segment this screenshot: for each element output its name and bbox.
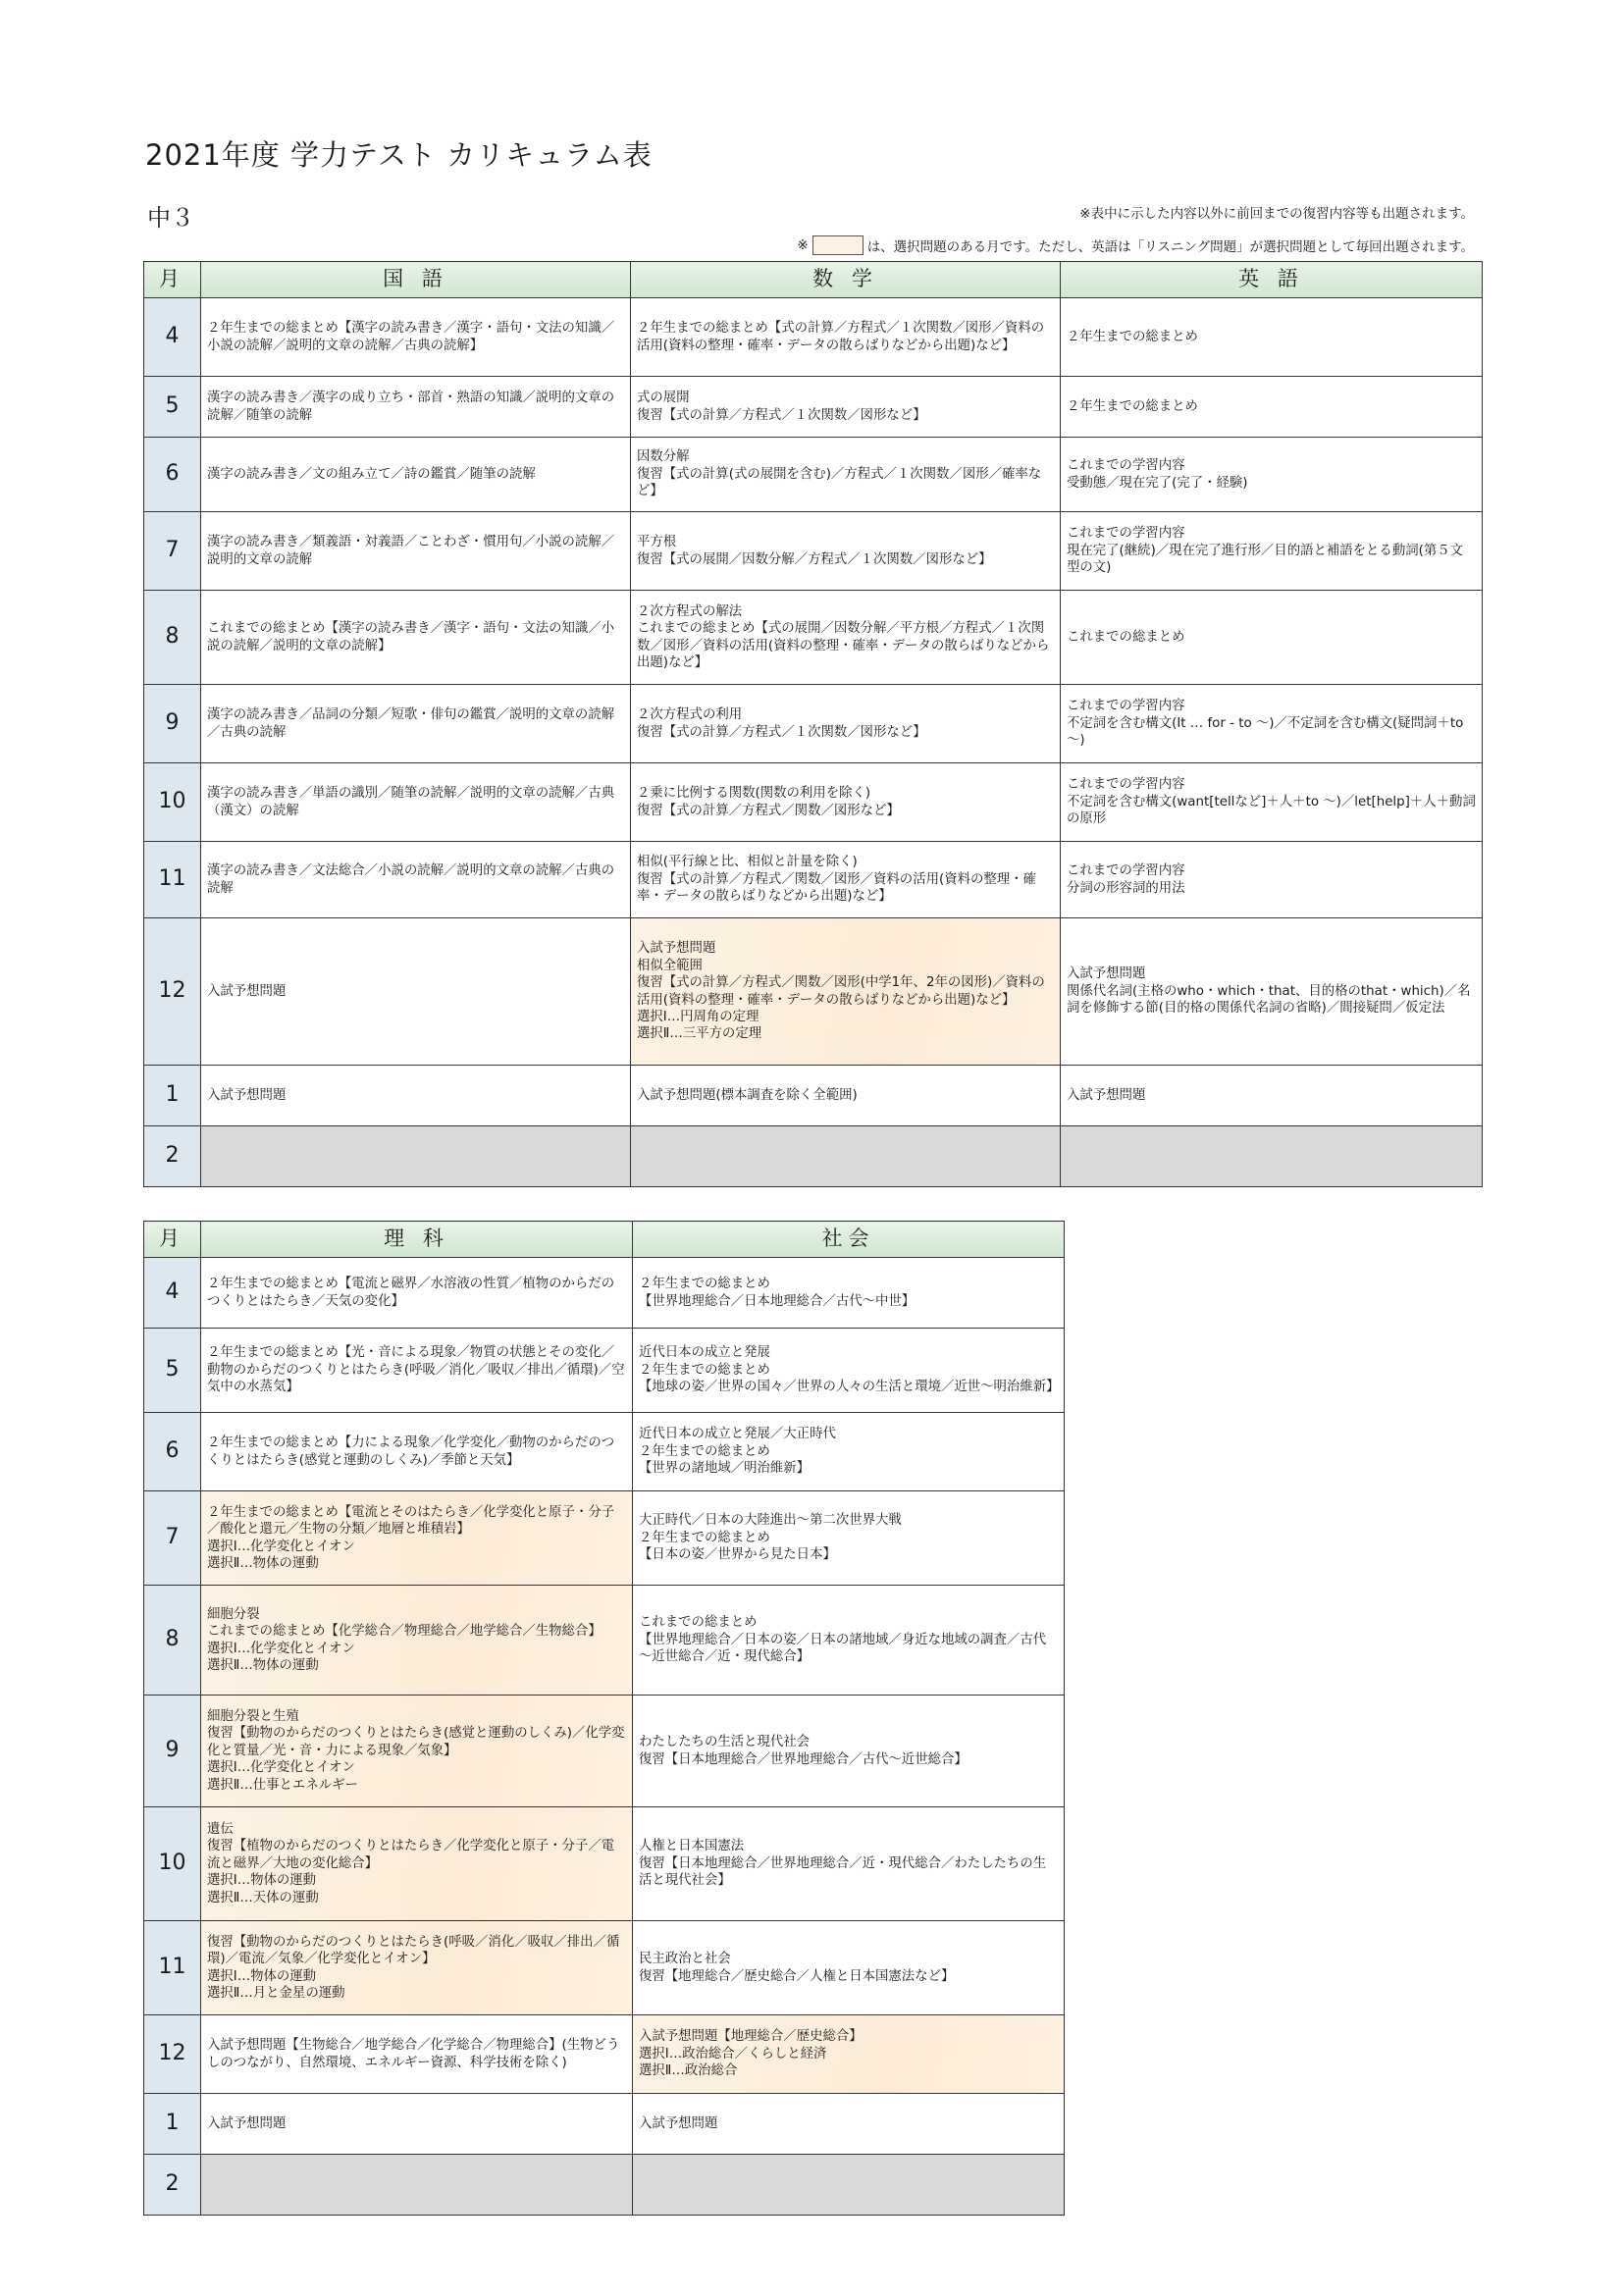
- month-cell: 12: [144, 918, 201, 1066]
- page-title: 2021年度 学力テスト カリキュラム表: [145, 138, 653, 172]
- table-row: [144, 2015, 1065, 2094]
- content-cell: これまでの学習内容 現在完了(継続)／現在完了進行形／目的語と補語をとる動詞(第５文型の文): [1061, 512, 1483, 591]
- table-row: [144, 298, 1483, 377]
- content-cell: 因数分解 復習【式の計算(式の展開を含む)／方程式／１次関数／図形／確率など】: [631, 438, 1061, 512]
- month-cell: 12: [144, 2015, 201, 2094]
- month-cell: 11: [144, 842, 201, 918]
- content-cell: ２年生までの総まとめ 【世界地理総合／日本地理総合／古代～中世】: [633, 1258, 1065, 1329]
- content-cell: これまでの学習内容 不定詞を含む構文(It … for - to ～)／不定詞を含む構文(疑問詞＋to ～): [1061, 685, 1483, 763]
- grade-label: 中３: [147, 204, 194, 232]
- month-cell: 10: [144, 763, 201, 842]
- month-cell: 2: [144, 1126, 201, 1187]
- content-cell: ２乗に比例する関数(関数の利用を除く) 復習【式の計算／方程式／関数／図形など】: [631, 763, 1061, 842]
- header-month: 月: [144, 262, 201, 298]
- month-cell: 9: [144, 685, 201, 763]
- month-cell: 8: [144, 591, 201, 685]
- content-cell: 細胞分裂 これまでの総まとめ【化学総合／物理総合／地学総合／生物総合】 選択Ⅰ…化学変化とイオン 選択Ⅱ…物体の運動: [201, 1586, 633, 1696]
- table-row: [144, 842, 1483, 918]
- content-cell: 漢字の読み書き／文の組み立て／詩の鑑賞／随筆の読解: [201, 438, 631, 512]
- month-cell: 5: [144, 377, 201, 438]
- content-cell: 漢字の読み書き／品詞の分類／短歌・俳句の鑑賞／説明的文章の読解／古典の読解: [201, 685, 631, 763]
- table-row: [144, 1258, 1065, 1329]
- content-cell: 入試予想問題 相似全範囲 復習【式の計算／方程式／関数／図形(中学1年、2年の図形)／資料の活用(資料の整理・確率・データの散らばりなどから出題)など】 選択Ⅰ…円周角の定理 選択Ⅱ…三平方の定理: [631, 918, 1061, 1066]
- table-row: [144, 1413, 1065, 1491]
- table-row: [144, 591, 1483, 685]
- month-cell: 6: [144, 1413, 201, 1491]
- table-row: [144, 512, 1483, 591]
- content-cell: 復習【動物のからだのつくりとはたらき(呼吸／消化／吸収／排出／循環)／電流／気象／化学変化とイオン】 選択Ⅰ…物体の運動 選択Ⅱ…月と金星の運動: [201, 1921, 633, 2015]
- content-cell: これまでの学習内容 分詞の形容詞的用法: [1061, 842, 1483, 918]
- month-cell: 11: [144, 1921, 201, 2015]
- header-math: 数 学: [631, 262, 1061, 298]
- curriculum-table-main: [143, 261, 1483, 1187]
- content-cell: 漢字の読み書き／文法総合／小説の読解／説明的文章の読解／古典の読解: [201, 842, 631, 918]
- content-cell: [201, 1126, 631, 1187]
- content-cell: 平方根 復習【式の展開／因数分解／方程式／１次関数／図形など】: [631, 512, 1061, 591]
- header-english: 英 語: [1061, 262, 1483, 298]
- content-cell: ２年生までの総まとめ: [1061, 377, 1483, 438]
- month-cell: 7: [144, 512, 201, 591]
- content-cell: わたしたちの生活と現代社会 復習【日本地理総合／世界地理総合／古代～近世総合】: [633, 1696, 1065, 1807]
- content-cell: ２次方程式の解法 これまでの総まとめ【式の展開／因数分解／平方根／方程式／１次関数／図形／資料の活用(資料の整理・確率・データの散らばりなどから出題)など】: [631, 591, 1061, 685]
- content-cell: 入試予想問題: [201, 918, 631, 1066]
- month-cell: 5: [144, 1329, 201, 1413]
- month-cell: 9: [144, 1696, 201, 1807]
- content-cell: これまでの学習内容 受動態／現在完了(完了・経験): [1061, 438, 1483, 512]
- table-header-row: [144, 262, 1483, 298]
- note-selection-text: は、選択問題のある月です。ただし、英語は「リスニング問題」が選択問題として毎回出題されます。: [866, 239, 1474, 255]
- month-cell: 2: [144, 2155, 201, 2216]
- table-row: [144, 1491, 1065, 1586]
- content-cell: 近代日本の成立と発展／大正時代 ２年生までの総まとめ 【世界の諸地域／明治維新】: [633, 1413, 1065, 1491]
- content-cell: ２次方程式の利用 復習【式の計算／方程式／１次関数／図形など】: [631, 685, 1061, 763]
- table-row: [144, 685, 1483, 763]
- month-cell: 8: [144, 1586, 201, 1696]
- header-month: 月: [144, 1222, 201, 1258]
- table-row: [144, 1586, 1065, 1696]
- curriculum-table-science-social: [143, 1221, 1065, 2216]
- table-header-row: [144, 1222, 1065, 1258]
- content-cell: 入試予想問題: [201, 2094, 633, 2155]
- table-row: [144, 918, 1483, 1066]
- content-cell: 近代日本の成立と発展 ２年生までの総まとめ 【地球の姿／世界の国々／世界の人々の生活と環境／近世～明治維新】: [633, 1329, 1065, 1413]
- table-row: [144, 2155, 1065, 2216]
- month-cell: 6: [144, 438, 201, 512]
- content-cell: 入試予想問題: [633, 2094, 1065, 2155]
- content-cell: 入試予想問題【生物総合／地学総合／化学総合／物理総合】(生物どうしのつながり、自然環境、エネルギー資源、科学技術を除く): [201, 2015, 633, 2094]
- content-cell: ２年生までの総まとめ【光・音による現象／物質の状態とその変化／動物のからだのつくりとはたらき(呼吸／消化／吸収／排出／循環)／空気中の水蒸気】: [201, 1329, 633, 1413]
- month-cell: 7: [144, 1491, 201, 1586]
- content-cell: 人権と日本国憲法 復習【日本地理総合／世界地理総合／近・現代総合／わたしたちの生活と現代社会】: [633, 1807, 1065, 1921]
- table-row: [144, 1126, 1483, 1187]
- content-cell: ２年生までの総まとめ【式の計算／方程式／１次関数／図形／資料の活用(資料の整理・確率・データの散らばりなどから出題)など】: [631, 298, 1061, 377]
- content-cell: これまでの総まとめ 【世界地理総合／日本の姿／日本の諸地域／身近な地域の調査／古代～近世総合／近・現代総合】: [633, 1586, 1065, 1696]
- table-row: [144, 438, 1483, 512]
- table-row: [144, 377, 1483, 438]
- content-cell: [631, 1126, 1061, 1187]
- content-cell: 民主政治と社会 復習【地理総合／歴史総合／人権と日本国憲法など】: [633, 1921, 1065, 2015]
- table-row: [144, 763, 1483, 842]
- content-cell: ２年生までの総まとめ【電流とそのはたらき／化学変化と原子・分子／酸化と還元／生物の分類／地層と堆積岩】 選択Ⅰ…化学変化とイオン 選択Ⅱ…物体の運動: [201, 1491, 633, 1586]
- content-cell: 細胞分裂と生殖 復習【動物のからだのつくりとはたらき(感覚と運動のしくみ)／化学変化と質量／光・音・力による現象／気象】 選択Ⅰ…化学変化とイオン 選択Ⅱ…仕事とエネルギー: [201, 1696, 633, 1807]
- content-cell: 入試予想問題 関係代名詞(主格のwho・which・that、目的格のthat・which)／名詞を修飾する節(目的格の関係代名詞の省略)／間接疑問／仮定法: [1061, 918, 1483, 1066]
- content-cell: [1061, 1126, 1483, 1187]
- content-cell: ２年生までの総まとめ: [1061, 298, 1483, 377]
- content-cell: 入試予想問題【地理総合／歴史総合】 選択Ⅰ…政治総合／くらしと経済 選択Ⅱ…政治総合: [633, 2015, 1065, 2094]
- content-cell: 大正時代／日本の大陸進出～第二次世界大戦 ２年生までの総まとめ 【日本の姿／世界から見た日本】: [633, 1491, 1065, 1586]
- content-cell: 遺伝 復習【植物のからだのつくりとはたらき／化学変化と原子・分子／電流と磁界／大地の変化総合】 選択Ⅰ…物体の運動 選択Ⅱ…天体の運動: [201, 1807, 633, 1921]
- content-cell: 入試予想問題(標本調査を除く全範囲): [631, 1066, 1061, 1126]
- header-social: 社会: [633, 1222, 1065, 1258]
- content-cell: これまでの学習内容 不定詞を含む構文(want[tellなど]＋人＋to ～)／let[help]＋人＋動詞の原形: [1061, 763, 1483, 842]
- month-cell: 1: [144, 1066, 201, 1126]
- header-science: 理 科: [201, 1222, 633, 1258]
- month-cell: 1: [144, 2094, 201, 2155]
- content-cell: 式の展開 復習【式の計算／方程式／１次関数／図形など】: [631, 377, 1061, 438]
- table-row: [144, 1696, 1065, 1807]
- note-review: ※表中に示した内容以外に前回までの復習内容等も出題されます。: [1079, 206, 1474, 222]
- selection-swatch: [812, 235, 864, 255]
- month-cell: 10: [144, 1807, 201, 1921]
- table-row: [144, 1807, 1065, 1921]
- content-cell: ２年生までの総まとめ【漢字の読み書き／漢字・語句・文法の知識／小説の読解／説明的文章の読解／古典の読解】: [201, 298, 631, 377]
- content-cell: [201, 2155, 633, 2216]
- content-cell: 漢字の読み書き／漢字の成り立ち・部首・熟語の知識／説明的文章の読解／随筆の読解: [201, 377, 631, 438]
- content-cell: 漢字の読み書き／単語の識別／随筆の読解／説明的文章の読解／古典（漢文）の読解: [201, 763, 631, 842]
- content-cell: [633, 2155, 1065, 2216]
- header-japanese: 国 語: [201, 262, 631, 298]
- note-selection: [797, 235, 1474, 255]
- content-cell: これまでの総まとめ: [1061, 591, 1483, 685]
- table-row: [144, 1066, 1483, 1126]
- note-selection-prefix: ※: [797, 237, 809, 253]
- content-cell: これまでの総まとめ【漢字の読み書き／漢字・語句・文法の知識／小説の読解／説明的文章の読解】: [201, 591, 631, 685]
- table-row: [144, 1329, 1065, 1413]
- content-cell: 入試予想問題: [1061, 1066, 1483, 1126]
- month-cell: 4: [144, 1258, 201, 1329]
- table-row: [144, 1921, 1065, 2015]
- content-cell: ２年生までの総まとめ【電流と磁界／水溶液の性質／植物のからだのつくりとはたらき／天気の変化】: [201, 1258, 633, 1329]
- content-cell: 入試予想問題: [201, 1066, 631, 1126]
- content-cell: 相似(平行線と比、相似と計量を除く) 復習【式の計算／方程式／関数／図形／資料の活用(資料の整理・確率・データの散らばりなどから出題)など】: [631, 842, 1061, 918]
- table-row: [144, 2094, 1065, 2155]
- content-cell: ２年生までの総まとめ【力による現象／化学変化／動物のからだのつくりとはたらき(感覚と運動のしくみ)／季節と天気】: [201, 1413, 633, 1491]
- content-cell: 漢字の読み書き／類義語・対義語／ことわざ・慣用句／小説の読解／説明的文章の読解: [201, 512, 631, 591]
- month-cell: 4: [144, 298, 201, 377]
